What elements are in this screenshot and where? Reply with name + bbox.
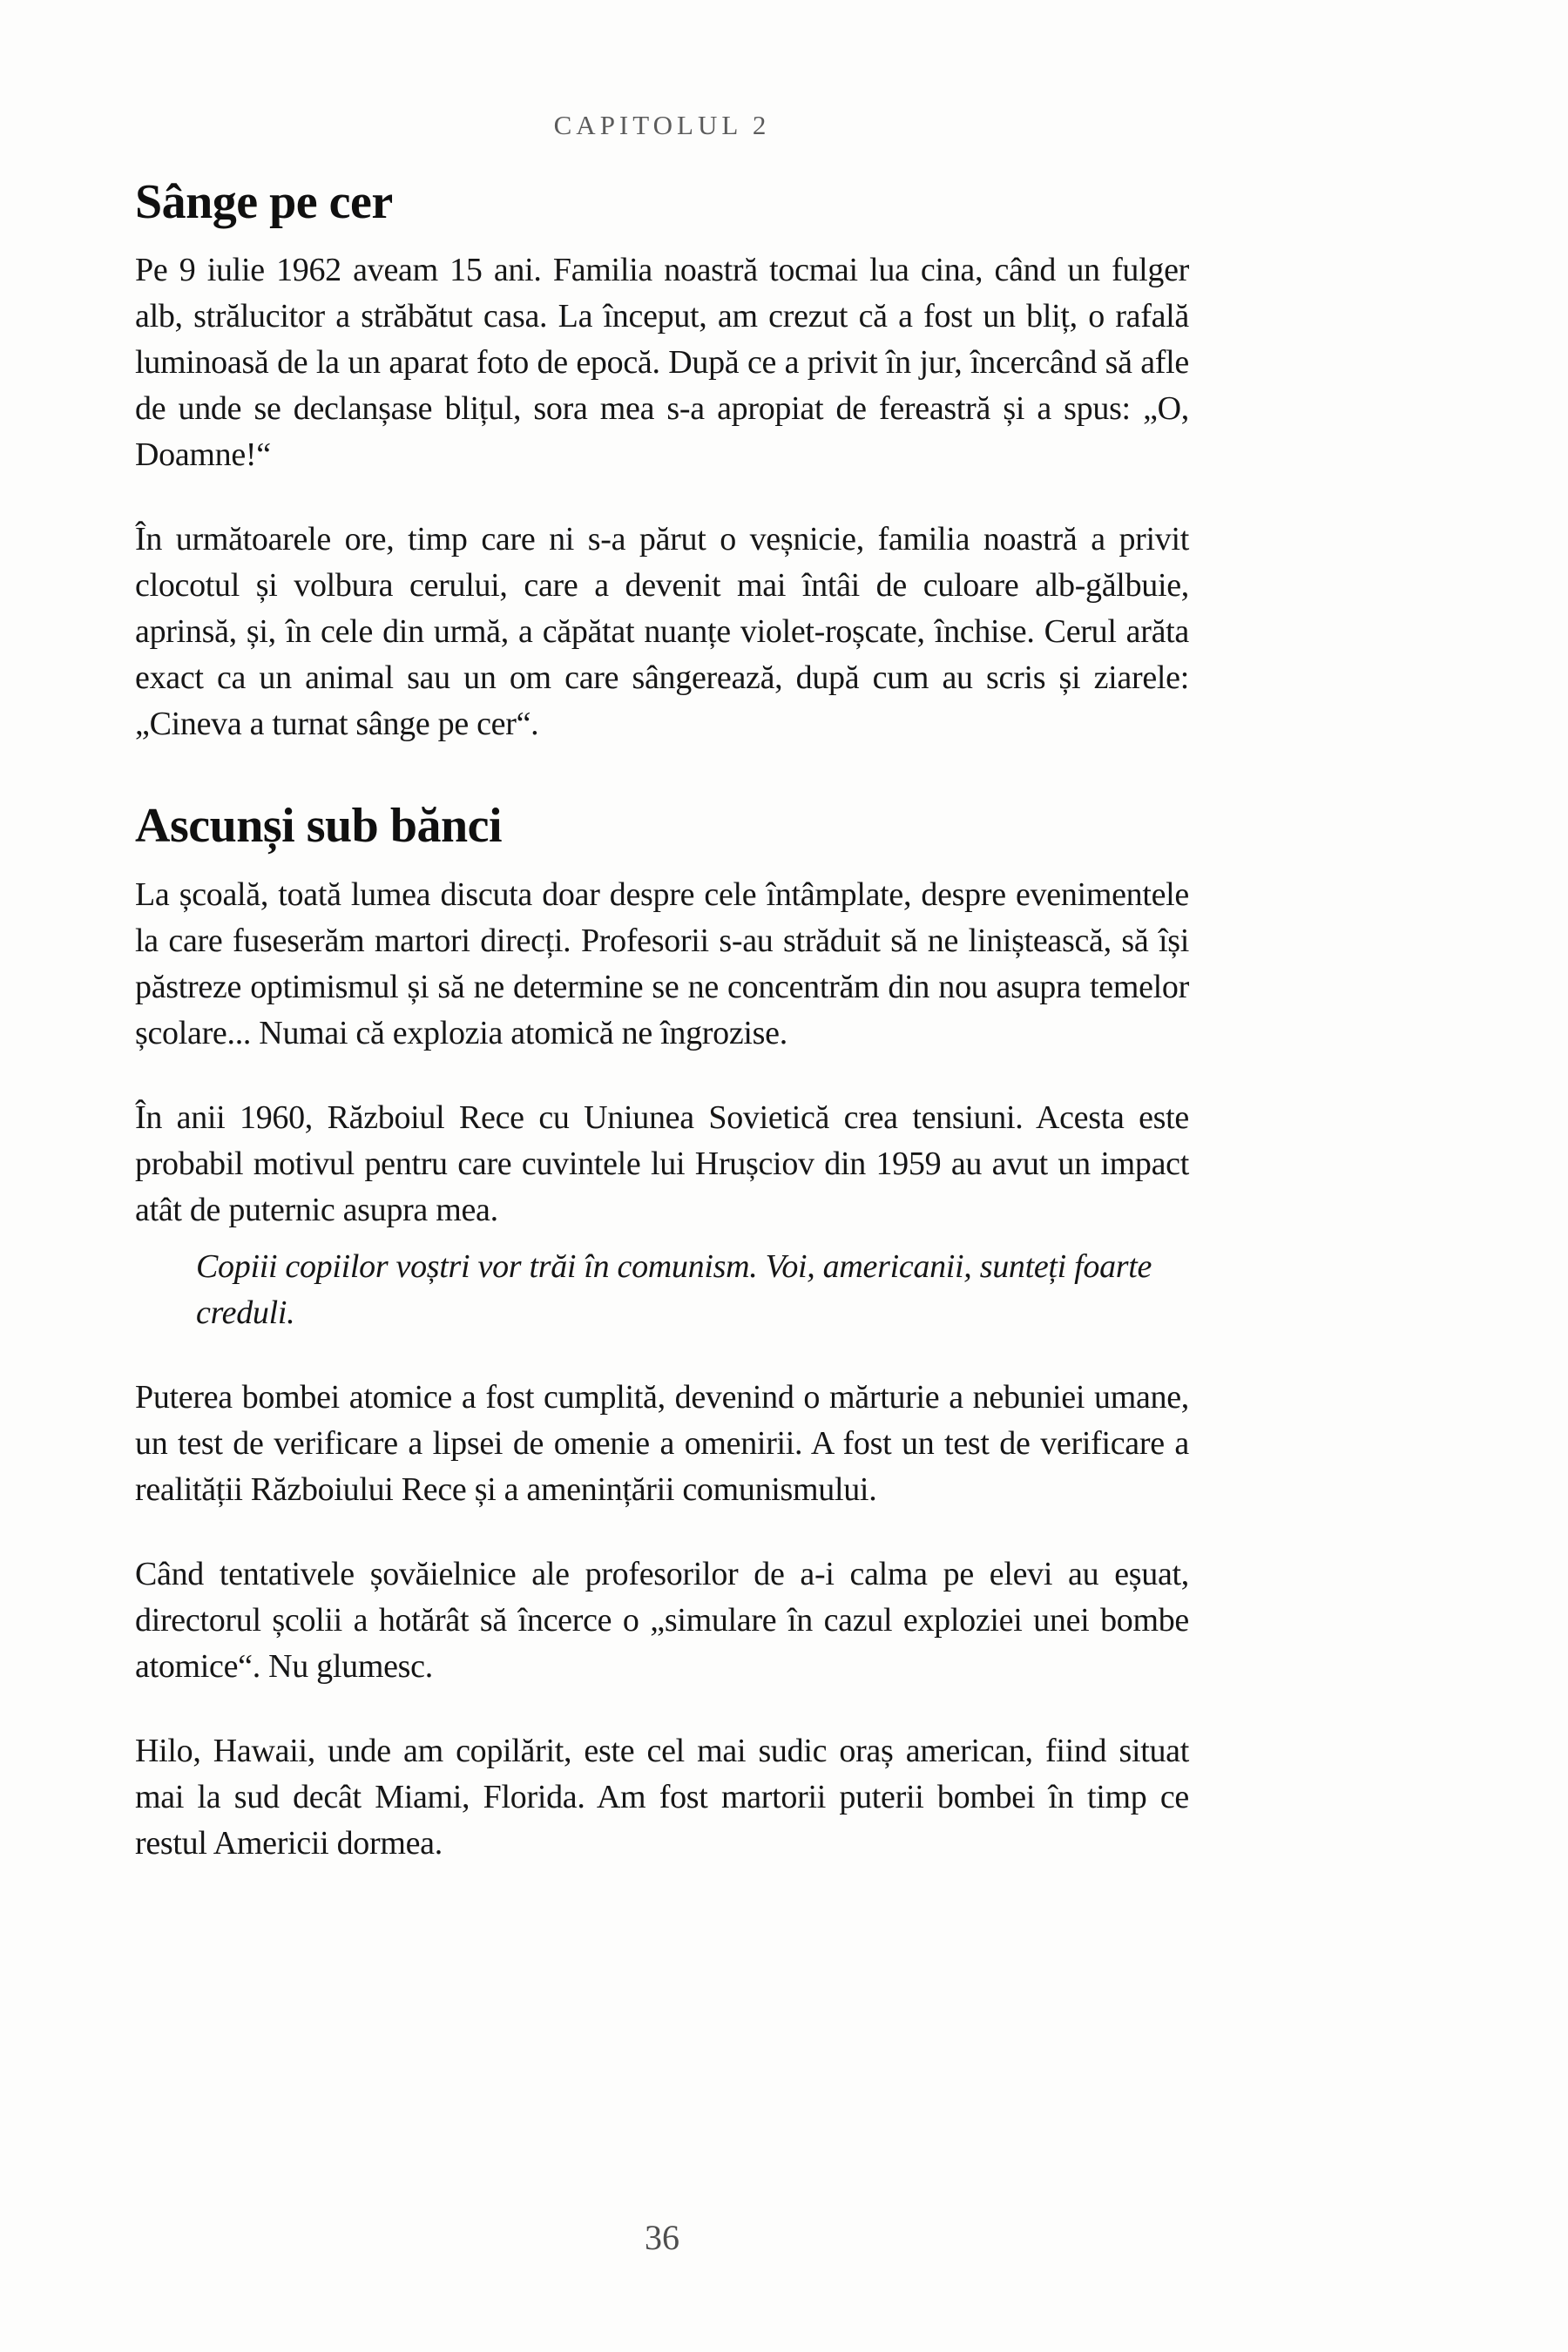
paragraph-la-scoala: La școală, toată lumea discuta doar despre cele întâmplate, despre evenimentele la care fuseserăm martori direcți. Profesorii s-au străduit să ne liniștească, să își păstreze optimismul și să ne determine se ne concentrăm din nou asupra temelor școlare... Numai că explozia atomică ne îngrozise.	[135, 875, 1189, 1051]
paragraph-puterea-bombei: Puterea bombei atomice a fost cumplită, devenind o mărturie a nebuniei umane, un test de verificare a lipsei de omenie a omenirii. A fost un test de verificare a realității Războiului Rece și a amenințării comunismului.	[135, 1378, 1189, 1508]
paragraph-simulare: Când tentativele șovăielnice ale profesorilor de a-i calma pe elevi au eșuat, directorul școlii a hotărât să încerce o „simulare în cazul exploziei unei bombe atomice“. Nu glumesc.	[135, 1555, 1189, 1685]
paragraph-fulger: Pe 9 iulie 1962 aveam 15 ani. Familia noastră tocmai lua cina, când un fulger alb, strălucitor a străbătut casa. La început, am crezut că a fost un bliț, o rafală luminoasă de la un aparat foto de epocă. După ce a privit în jur, încercând să afle de unde se declanșase blițul, sora mea s-a apropiat de fereastră și a spus: „O, Doamne!“	[135, 252, 1189, 474]
paragraph-hilo-hawaii: Hilo, Hawaii, unde am copilărit, este cel mai sudic oraș american, fiind situat mai la sud decât Miami, Florida. Am fost martorii puterii bombei în timp ce restul Americii dormea.	[135, 1732, 1189, 1862]
section-title-ascunsi-sub-banci: Ascunși sub bănci	[135, 799, 503, 854]
page-number: 36	[645, 2218, 679, 2257]
paragraph-razboiul-rece: În anii 1960, Războiul Rece cu Uniunea Sovietică crea tensiuni. Acesta este probabil motivul pentru care cuvintele lui Hrușciov din 1959 au avut un impact atât de puternic asupra mea.	[135, 1098, 1189, 1228]
block-quote-hrusciov: Copiii copiilor voștri vor trăi în comunism. Voi, americanii, sunteți foarte creduli.	[196, 1247, 1152, 1331]
section-title-sange-pe-cer: Sânge pe cer	[135, 175, 393, 229]
chapter-running-header: CAPITOLUL 2	[553, 110, 771, 140]
paragraph-cerul-sangereaza: În următoarele ore, timp care ni s-a părut o veșnicie, familia noastră a privit clocotul și volbura cerului, care a devenit mai întâi de culoare alb-gălbuie, aprinsă, și, în cele din urmă, a căpătat nuanțe violet-roșcate, închise. Cerul arăta exact ca un animal sau un om care sângerează, după cum au scris și ziarele: „Cineva a turnat sânge pe cer“.	[135, 521, 1189, 743]
page-text-block	[135, 174, 1189, 1905]
